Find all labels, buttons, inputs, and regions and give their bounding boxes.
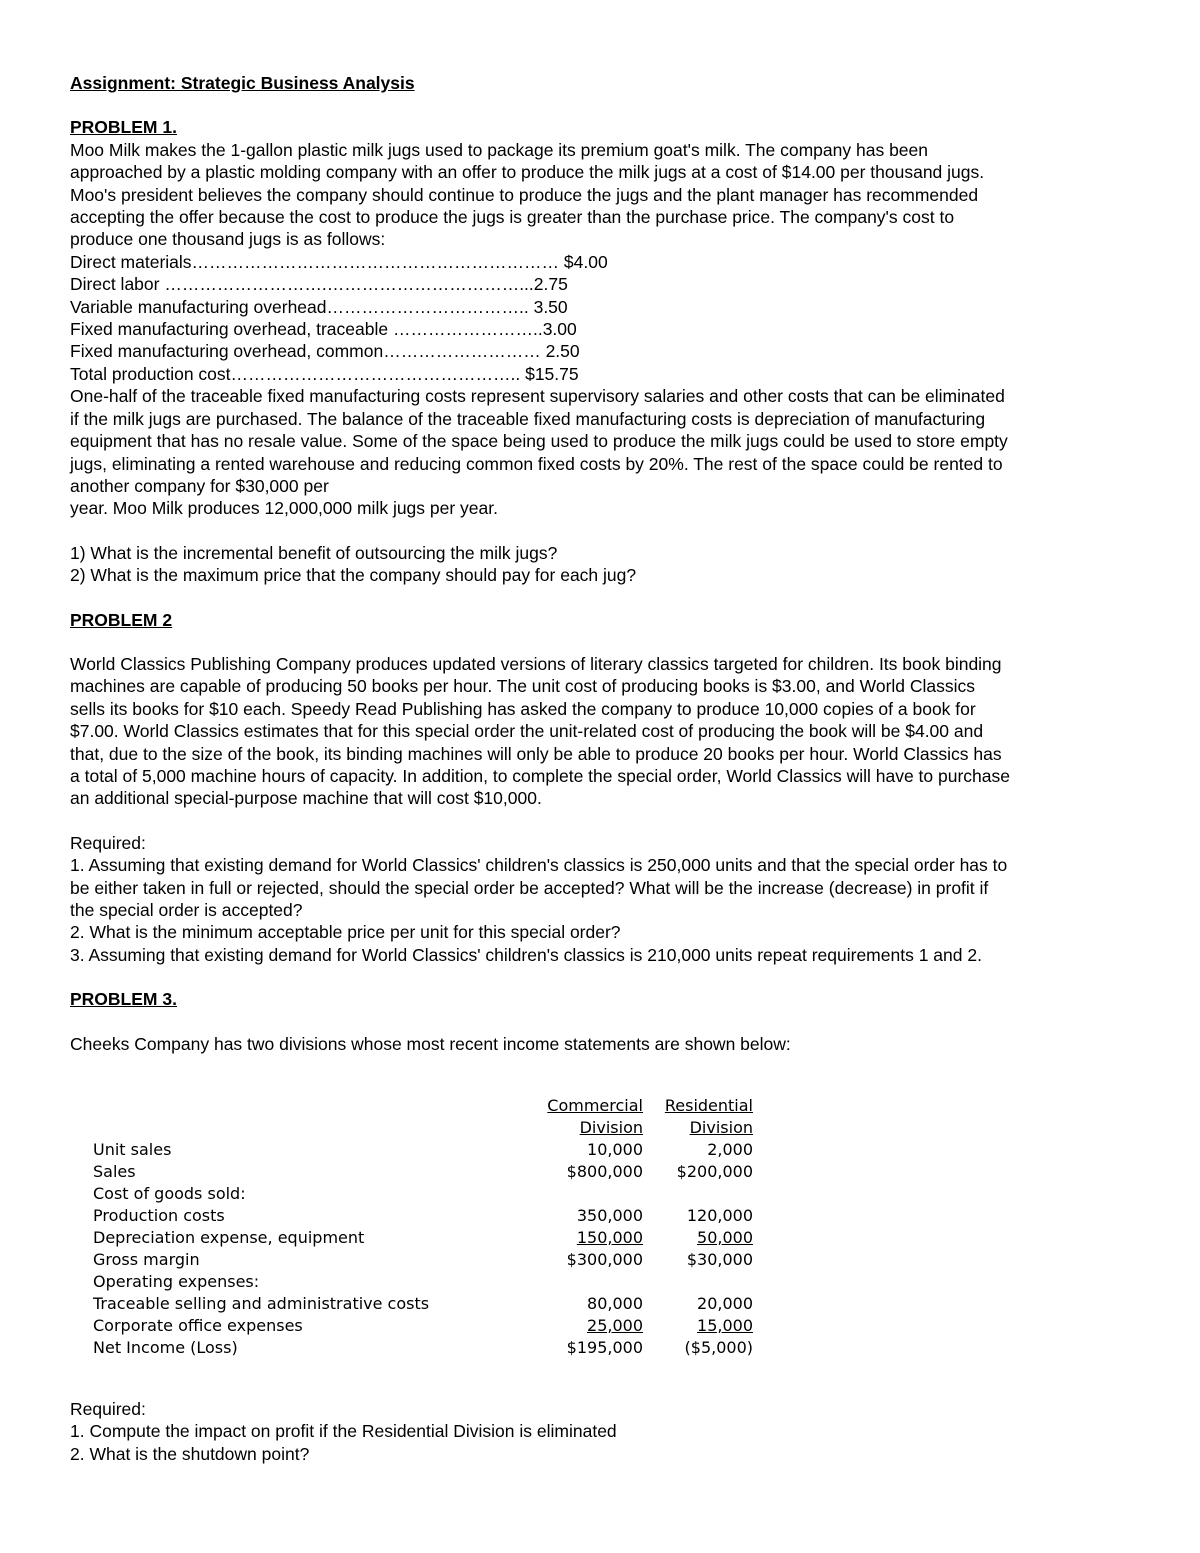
row-label: Unit sales <box>93 1140 172 1159</box>
problem2-body-line: $7.00. World Classics estimates that for this special order the unit-related cost of producing the book will be $4.00 and <box>70 721 984 742</box>
commercial-value: 350,000 <box>576 1206 643 1225</box>
income-rows <box>93 1139 753 1359</box>
problem1-question: 1) What is the incremental benefit of outsourcing the milk jugs? <box>70 542 558 563</box>
table-row <box>93 1271 753 1293</box>
problem2-required-label: Required: <box>70 832 146 853</box>
table-header-row <box>93 1117 753 1139</box>
row-label: Operating expenses: <box>93 1272 260 1291</box>
commercial-value <box>533 1183 643 1205</box>
row-label: Production costs <box>93 1206 225 1225</box>
row-label: Traceable selling and administrative costs <box>93 1294 430 1313</box>
problem2-body-line: sells its books for $10 each. Speedy Read Publishing has asked the company to produce 10,000 copies of a book for <box>70 698 976 719</box>
problem2-requirement: be either taken in full or rejected, should the special order be accepted? What will be the increase (decrease) in profit if <box>70 877 989 898</box>
residential-value: $30,000 <box>686 1250 753 1269</box>
table-row <box>93 1161 753 1183</box>
problem1-intro-line: produce one thousand jugs is as follows: <box>70 229 386 250</box>
problem1-question: 2) What is the maximum price that the company should pay for each jug? <box>70 565 637 586</box>
residential-value: 50,000 <box>697 1228 753 1247</box>
problem2-requirement: the special order is accepted? <box>70 900 303 920</box>
row-label: Cost of goods sold: <box>93 1184 246 1203</box>
cost-line-fixed-common: Fixed manufacturing overhead, common……………………… 2.50 <box>70 341 580 362</box>
problem1-intro-line: approached by a plastic molding company with an offer to produce the milk jugs at a cost of $14.00 per thousand jugs. <box>70 162 985 183</box>
document-page <box>70 72 1140 1055</box>
table-row <box>93 1183 753 1205</box>
residential-value: ($5,000) <box>684 1338 753 1357</box>
commercial-value: 10,000 <box>587 1140 643 1159</box>
problem1-detail-line: another company for $30,000 per <box>70 475 329 496</box>
commercial-value: 25,000 <box>587 1316 643 1335</box>
row-label: Net Income (Loss) <box>93 1338 238 1357</box>
commercial-value: $300,000 <box>566 1250 643 1269</box>
problem1-detail-line: year. Moo Milk produces 12,000,000 milk jugs per year. <box>70 498 498 519</box>
problem3-required-label: Required: <box>70 1399 146 1419</box>
problem1-detail-line: equipment that has no resale value. Some of the space being used to produce the milk jugs could be used to store empty <box>70 431 1008 452</box>
problem2-body-line: that, due to the size of the book, its binding machines will only be able to produce 20 books per hour. World Classics has <box>70 743 1002 764</box>
problem2-body-line: World Classics Publishing Company produces updated versions of literary classics targeted for children. Its book binding <box>70 653 1002 674</box>
problem2-body-line: an additional special-purpose machine that will cost $10,000. <box>70 788 542 809</box>
table-row <box>93 1227 753 1249</box>
cost-line-total: Total production cost………………………………………….. $15.75 <box>70 363 579 384</box>
table-row <box>93 1293 753 1315</box>
residential-header: Residential <box>664 1096 753 1115</box>
residential-value: $200,000 <box>676 1162 753 1181</box>
residential-value: 20,000 <box>697 1294 753 1313</box>
commercial-value: 80,000 <box>587 1294 643 1313</box>
problem1-detail-line: One-half of the traceable fixed manufacturing costs represent supervisory salaries and other costs that can be eliminated <box>70 386 1005 407</box>
residential-value <box>643 1271 753 1293</box>
problem1-intro-line: Moo Milk makes the 1-gallon plastic milk jugs used to package its premium goat's milk. The company has been <box>70 139 928 160</box>
residential-value <box>643 1183 753 1205</box>
table-row <box>93 1315 753 1337</box>
commercial-value: $195,000 <box>566 1338 643 1357</box>
problem1-intro-line: accepting the offer because the cost to produce the jugs is greater than the purchase price. The company's cost to <box>70 207 955 228</box>
commercial-value <box>533 1271 643 1293</box>
residential-value: 15,000 <box>697 1316 753 1335</box>
row-label: Corporate office expenses <box>93 1316 303 1335</box>
commercial-header: Commercial <box>547 1096 643 1115</box>
cost-line-variable-overhead: Variable manufacturing overhead…………………………….. 3.50 <box>70 296 568 317</box>
row-label: Depreciation expense, equipment <box>93 1228 365 1247</box>
problem3-heading: PROBLEM 3. <box>70 989 177 1010</box>
problem1-detail-line: if the milk jugs are purchased. The balance of the traceable fixed manufacturing costs is depreciation of manufacturing <box>70 408 986 429</box>
income-statement-table <box>93 1095 753 1359</box>
problem2-requirement: 2. What is the minimum acceptable price per unit for this special order? <box>70 922 621 943</box>
commercial-value: 150,000 <box>576 1228 643 1247</box>
page-title: Assignment: Strategic Business Analysis <box>70 73 415 93</box>
table-row <box>93 1249 753 1271</box>
residential-header-division: Division <box>689 1118 753 1137</box>
cost-line-fixed-traceable: Fixed manufacturing overhead, traceable ……………………..3.00 <box>70 319 577 340</box>
problem3-intro: Cheeks Company has two divisions whose most recent income statements are shown below: <box>70 1033 791 1054</box>
problem2-body-line: a total of 5,000 machine hours of capacity. In addition, to complete the special order, World Classics will have to purchase <box>70 765 1010 786</box>
table-row <box>93 1205 753 1227</box>
problem3-requirement: 2. What is the shutdown point? <box>70 1443 310 1464</box>
problem1-heading: PROBLEM 1. <box>70 117 177 138</box>
commercial-value: $800,000 <box>566 1162 643 1181</box>
problem1-detail-line: jugs, eliminating a rented warehouse and reducing common fixed costs by 20%. The rest of the space could be rented to <box>70 453 1003 474</box>
residential-value: 2,000 <box>707 1140 753 1159</box>
commercial-header-division: Division <box>579 1118 643 1137</box>
problem3-requirement: 1. Compute the impact on profit if the Residential Division is eliminated <box>70 1421 617 1442</box>
table-row <box>93 1337 753 1359</box>
cost-line-direct-materials: Direct materials……………………………………………………… $4.00 <box>70 251 608 272</box>
row-label: Sales <box>93 1162 136 1181</box>
table-row <box>93 1139 753 1161</box>
cost-line-direct-labor: Direct labor ……………………….……………………………...2.75 <box>70 274 568 295</box>
problem3-required <box>70 1398 617 1465</box>
residential-value: 120,000 <box>686 1206 753 1225</box>
table-header-row <box>93 1095 753 1117</box>
problem1-intro-line: Moo's president believes the company should continue to produce the jugs and the plant manager has recommended <box>70 184 979 205</box>
problem2-requirement: 3. Assuming that existing demand for World Classics' children's classics is 210,000 units repeat requirements 1 and 2. <box>70 944 982 965</box>
problem2-body-line: machines are capable of producing 50 books per hour. The unit cost of producing books is $3.00, and World Classics <box>70 676 976 697</box>
problem2-requirement: 1. Assuming that existing demand for World Classics' children's classics is 250,000 units and that the special order has to <box>70 855 1008 876</box>
row-label: Gross margin <box>93 1250 200 1269</box>
problem2-heading: PROBLEM 2 <box>70 609 173 630</box>
